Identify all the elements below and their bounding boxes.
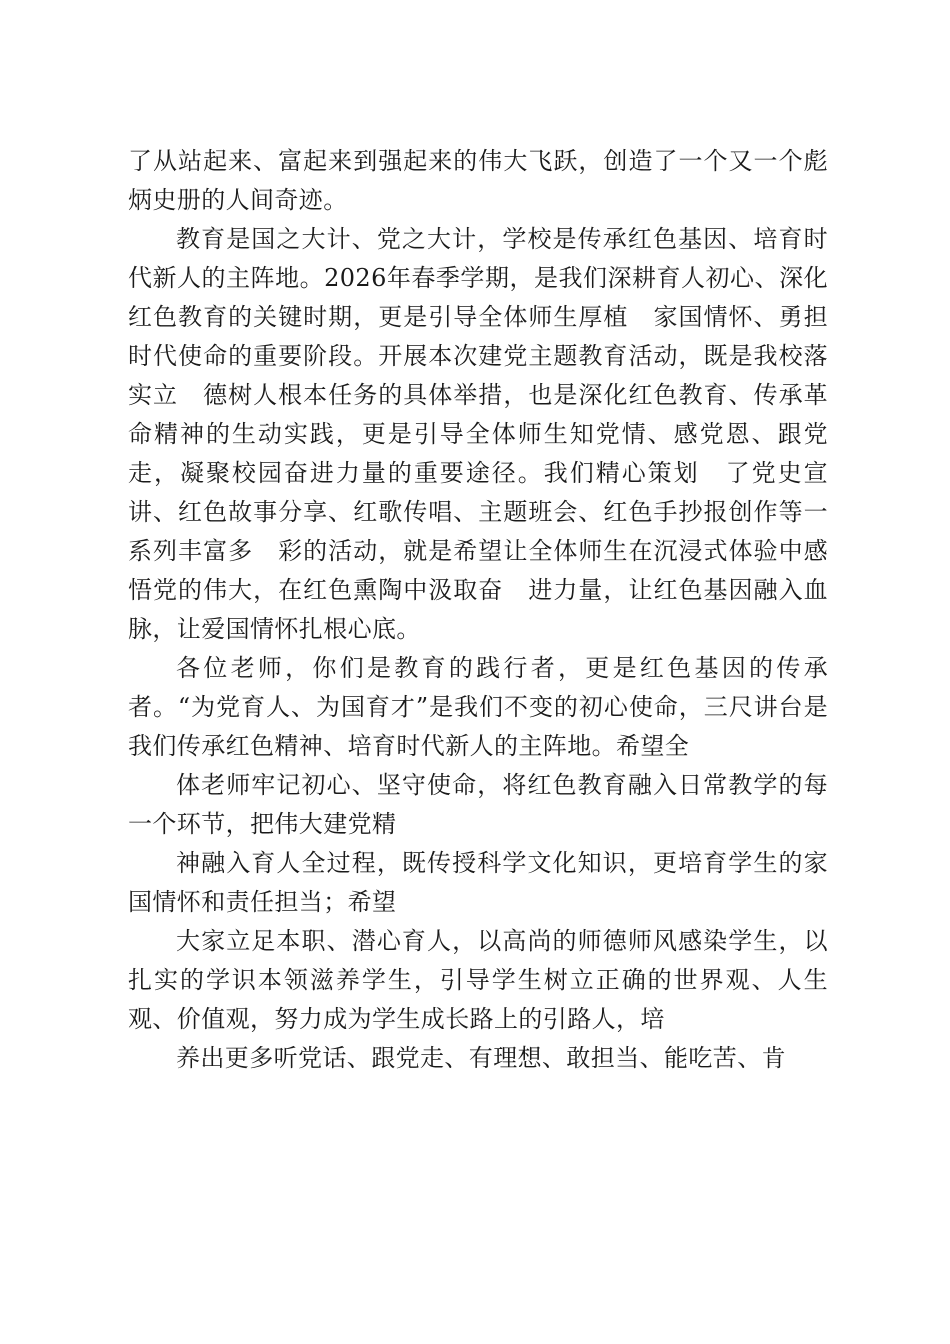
paragraph: 各位老师，你们是教育的践行者，更是红色基因的传承者。“为党育人、为国育才”是我们不变的初心使命，三尺讲台是我们传承红色精神、培育时代新人的主阵地。希望全 <box>128 654 828 760</box>
paragraph: 教育是国之大计、党之大计，学校是传承红色基因、培育时代新人的主阵地。2026年春季学期，是我们深耕育人初心、深化红色教育的关键时期，更是引导全体师生厚植 家国情怀、勇担时代使命的重要阶段。开展本次建党主题教育活动，既是我校落实立 德树人根本任务的具体举措，也是深化红色教育、传承革命精神的生动实践，更是引导全体师生知党情、感党恩、跟党走，凝聚校园奋进力量的重要途径。我们精心策划 了党史宣讲、红色故事分享、红歌传唱、主题班会、红色手抄报创作等一系列丰富多 彩的活动，就是希望让全体师生在沉浸式体验中感悟党的伟大，在红色熏陶中汲取奋 进力量，让红色基因融入血脉，让爱国情怀扎根心底。 <box>128 225 828 643</box>
paragraph: 了从站起来、富起来到强起来的伟大飞跃，创造了一个又一个彪炳史册的人间奇迹。 <box>128 147 828 214</box>
paragraph: 大家立足本职、潜心育人，以高尚的师德师风感染学生，以扎实的学识本领滋养学生，引导学生树立正确的世界观、人生观、价值观，努力成为学生成长路上的引路人，培 <box>128 927 828 1033</box>
paragraph: 养出更多听党话、跟党走、有理想、敢担当、能吃苦、肯 <box>176 1044 786 1072</box>
document-body <box>128 142 828 1078</box>
paragraph: 神融入育人全过程，既传授科学文化知识，更培育学生的家国情怀和责任担当；希望 <box>128 849 828 916</box>
paragraph: 体老师牢记初心、坚守使命，将红色教育融入日常教学的每一个环节，把伟大建党精 <box>128 771 828 838</box>
